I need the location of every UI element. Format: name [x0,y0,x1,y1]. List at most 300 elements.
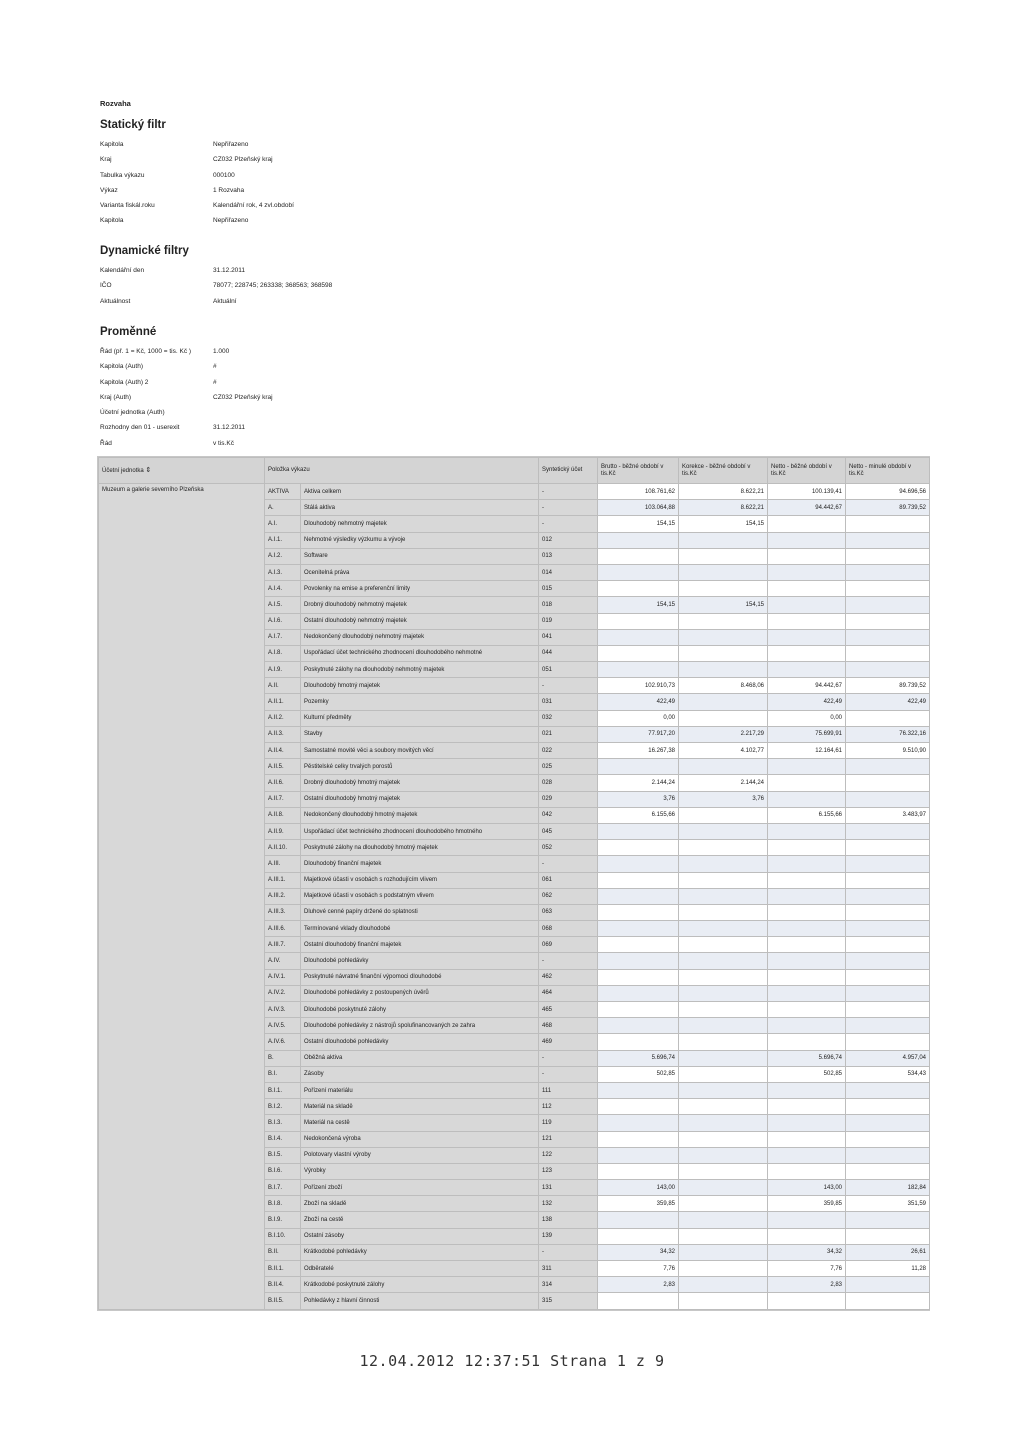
netto-previous-value [846,969,930,985]
filter-value: 1.000 [213,348,230,355]
synthetic-account: - [539,1066,598,1082]
filter-row [100,168,500,183]
filter-row [100,137,500,152]
netto-value [768,775,846,791]
item-label: Krátkodobé poskytnuté zálohy [301,1277,539,1293]
brutto-value [598,548,679,564]
filter-key: Tabulka výkazu [100,171,145,179]
item-label: Dlouhodobé poskytnuté zálohy [301,1002,539,1018]
synthetic-account: 042 [539,807,598,823]
synthetic-account: - [539,678,598,694]
document-title: Rozvaha [100,99,131,108]
accounting-unit-cell: Muzeum a galerie severního Plzeňska [99,484,265,1310]
synthetic-account: 029 [539,791,598,807]
netto-previous-value: 26,61 [846,1244,930,1260]
brutto-value [598,888,679,904]
static-filter-list [100,137,500,229]
brutto-value: 3,76 [598,791,679,807]
netto-previous-value: 76.322,16 [846,726,930,742]
netto-value [768,953,846,969]
synthetic-account: - [539,1244,598,1260]
korekce-value [679,629,768,645]
netto-value [768,823,846,839]
netto-value [768,629,846,645]
brutto-value: 2.144,24 [598,775,679,791]
item-code: A.II. [265,678,301,694]
brutto-value [598,823,679,839]
netto-value: 5.696,74 [768,1050,846,1066]
item-label: Pozemky [301,694,539,710]
netto-value: 143,00 [768,1180,846,1196]
korekce-value [679,1066,768,1082]
brutto-value [598,759,679,775]
synthetic-account: 021 [539,726,598,742]
synthetic-account: 012 [539,532,598,548]
netto-value [768,581,846,597]
item-code: A.IV.5. [265,1018,301,1034]
variables-list [100,344,500,451]
netto-value [768,1293,846,1309]
netto-value [768,1131,846,1147]
item-code: A.II.6. [265,775,301,791]
korekce-value [679,904,768,920]
synthetic-account: 462 [539,969,598,985]
netto-value: 94.442,67 [768,500,846,516]
item-code: A.IV.1. [265,969,301,985]
netto-value: 6.155,66 [768,807,846,823]
korekce-value [679,710,768,726]
netto-value [768,840,846,856]
korekce-value [679,872,768,888]
brutto-value [598,1099,679,1115]
brutto-value: 102.910,73 [598,678,679,694]
item-code: A.II.10. [265,840,301,856]
brutto-value: 103.064,88 [598,500,679,516]
brutto-value: 154,15 [598,597,679,613]
filter-key: Kapitola [100,141,124,148]
netto-previous-value [846,1131,930,1147]
brutto-value [598,937,679,953]
synthetic-account: 063 [539,904,598,920]
brutto-value [598,662,679,678]
item-label: Dlouhodobé pohledávky z postoupených úvěrů [301,985,539,1001]
synthetic-account: 464 [539,985,598,1001]
item-code: A.I. [265,516,301,532]
korekce-value: 154,15 [679,516,768,532]
netto-previous-value: 534,43 [846,1066,930,1082]
netto-previous-value [846,840,930,856]
table-body [99,484,930,1310]
item-code: A.II.1. [265,694,301,710]
synthetic-account: 132 [539,1196,598,1212]
netto-previous-value [846,548,930,564]
brutto-value [598,1163,679,1179]
netto-previous-value [846,662,930,678]
korekce-value [679,1050,768,1066]
netto-previous-value [846,532,930,548]
filter-row [100,390,500,405]
brutto-value [598,840,679,856]
korekce-value [679,662,768,678]
brutto-value: 154,15 [598,516,679,532]
netto-previous-value [846,1212,930,1228]
synthetic-account: 028 [539,775,598,791]
netto-value [768,1002,846,1018]
korekce-value [679,985,768,1001]
brutto-value [598,645,679,661]
item-code: B.II.5. [265,1293,301,1309]
item-code: A.IV.3. [265,1002,301,1018]
filter-row [100,152,500,167]
filter-key: Řád (př. 1 = Kč, 1000 = tis. Kč ) [100,348,192,355]
synthetic-account: 465 [539,1002,598,1018]
filter-value: Aktuální [213,297,237,305]
synthetic-account: - [539,484,598,500]
netto-previous-value [846,564,930,580]
filter-value: 78077; 228745; 263338; 368563; 368598 [213,282,333,290]
item-label: Krátkodobé pohledávky [301,1244,539,1260]
brutto-value: 143,00 [598,1180,679,1196]
item-label: Pořízení zboží [301,1180,539,1196]
brutto-value [598,1018,679,1034]
filter-key: IČO [100,282,112,290]
netto-previous-value [846,613,930,629]
korekce-value: 2.217,29 [679,726,768,742]
synthetic-account: 069 [539,937,598,953]
item-label: Dlouhodobý nehmotný majetek [301,516,539,532]
column-header-unit-label: Účetní jednotka [102,467,144,474]
item-label: Zboží na cestě [301,1212,539,1228]
item-label: Aktiva celkem [301,484,539,500]
item-code: A.I.2. [265,548,301,564]
item-code: A. [265,500,301,516]
dynamic-filter-list [100,263,500,309]
korekce-value [679,1212,768,1228]
netto-value [768,1115,846,1131]
item-label: Zásoby [301,1066,539,1082]
synthetic-account: 032 [539,710,598,726]
synthetic-account: 112 [539,1099,598,1115]
synthetic-account: 052 [539,840,598,856]
filter-row [100,405,500,420]
korekce-value [679,1163,768,1179]
brutto-value: 108.761,62 [598,484,679,500]
synthetic-account: 015 [539,581,598,597]
filter-value: Kalendářní rok, 4 zvl.období [213,202,294,210]
table-row [99,484,930,500]
synthetic-account: - [539,953,598,969]
korekce-value [679,840,768,856]
netto-previous-value [846,1277,930,1293]
korekce-value: 8.622,21 [679,484,768,500]
netto-previous-value [846,759,930,775]
filter-row [100,375,500,390]
korekce-value [679,953,768,969]
brutto-value [598,953,679,969]
column-header-netto: Netto - běžné období v tis.Kč [768,458,846,484]
item-label: Termínované vklady dlouhodobé [301,921,539,937]
item-label: Materiál na cestě [301,1115,539,1131]
filter-row [100,198,500,213]
synthetic-account: 022 [539,743,598,759]
brutto-value [598,985,679,1001]
netto-previous-value [846,710,930,726]
korekce-value [679,613,768,629]
korekce-value [679,1147,768,1163]
netto-value [768,985,846,1001]
item-label: Pěstitelské celky trvalých porostů [301,759,539,775]
item-label: Uspořádací účet technického zhodnocení dlouhodobého hmotného [301,823,539,839]
column-header-korekce: Korekce - běžné období v tis.Kč [679,458,768,484]
netto-previous-value [846,823,930,839]
item-code: B.I.5. [265,1147,301,1163]
netto-value [768,1147,846,1163]
synthetic-account: - [539,516,598,532]
item-code: B.II. [265,1244,301,1260]
item-label: Výrobky [301,1163,539,1179]
synthetic-account: - [539,1050,598,1066]
netto-value [768,969,846,985]
synthetic-account: 315 [539,1293,598,1309]
netto-value [768,856,846,872]
item-label: Drobný dlouhodobý hmotný majetek [301,775,539,791]
netto-value [768,1034,846,1050]
item-code: A.I.1. [265,532,301,548]
netto-previous-value [846,888,930,904]
item-label: Ostatní dlouhodobé pohledávky [301,1034,539,1050]
synthetic-account: 041 [539,629,598,645]
filter-row [100,436,500,451]
korekce-value [679,1228,768,1244]
netto-value [768,1212,846,1228]
synthetic-account: 311 [539,1261,598,1277]
synthetic-account: 045 [539,823,598,839]
item-label: Nedokončený dlouhodobý hmotný majetek [301,807,539,823]
brutto-value: 7,76 [598,1261,679,1277]
item-label: Pohledávky z hlavní činnosti [301,1293,539,1309]
netto-previous-value [846,1115,930,1131]
sort-icon[interactable]: ⇕ [145,466,152,474]
filter-key: Kalendářní den [100,267,145,274]
filter-value: Nepřiřazeno [213,141,249,148]
item-code: A.II.5. [265,759,301,775]
filter-key: Kraj [100,156,112,164]
netto-previous-value [846,1002,930,1018]
filter-value: Nepřiřazeno [213,217,249,225]
column-header-synthetic: Syntetický účet [539,458,598,484]
item-code: A.II.9. [265,823,301,839]
netto-value [768,791,846,807]
netto-previous-value [846,516,930,532]
item-label: Dlouhodobý finanční majetek [301,856,539,872]
brutto-value [598,532,679,548]
korekce-value [679,1277,768,1293]
item-label: Ostatní dlouhodobý hmotný majetek [301,791,539,807]
synthetic-account: 013 [539,548,598,564]
item-code: B.II.1. [265,1261,301,1277]
korekce-value: 8.622,21 [679,500,768,516]
korekce-value [679,581,768,597]
filter-value: 1 Rozvaha [213,186,245,194]
filter-value: CZ032 Plzeňský kraj [213,393,273,401]
brutto-value: 6.155,66 [598,807,679,823]
netto-previous-value [846,1034,930,1050]
netto-value [768,1163,846,1179]
brutto-value: 77.917,20 [598,726,679,742]
item-label: Majetkové účasti v osobách s podstatným vlivem [301,888,539,904]
brutto-value [598,1228,679,1244]
netto-previous-value [846,581,930,597]
item-label: Dluhové cenné papíry držené do splatnosti [301,904,539,920]
balance-sheet-table [97,456,930,1311]
korekce-value [679,1018,768,1034]
filter-value: 31.12.2011 [213,267,246,274]
item-code: B.I.8. [265,1196,301,1212]
page-footer: 12.04.2012 12:37:51 Strana 1 z 9 [359,1352,665,1370]
netto-previous-value: 11,28 [846,1261,930,1277]
item-label: Ostatní zásoby [301,1228,539,1244]
item-code: B.I. [265,1066,301,1082]
korekce-value [679,969,768,985]
item-code: B. [265,1050,301,1066]
netto-previous-value [846,629,930,645]
synthetic-account: 068 [539,921,598,937]
filter-row [100,278,500,293]
item-label: Nedokončená výroba [301,1131,539,1147]
netto-previous-value: 182,84 [846,1180,930,1196]
netto-previous-value [846,856,930,872]
netto-value [768,1099,846,1115]
synthetic-account: 044 [539,645,598,661]
synthetic-account: 468 [539,1018,598,1034]
item-code: B.I.7. [265,1180,301,1196]
netto-previous-value [846,791,930,807]
netto-value: 2,83 [768,1277,846,1293]
korekce-value [679,1115,768,1131]
synthetic-account: 019 [539,613,598,629]
brutto-value [598,904,679,920]
item-code: A.II.7. [265,791,301,807]
item-code: A.I.4. [265,581,301,597]
item-label: Pořízení materiálu [301,1082,539,1098]
synthetic-account: - [539,856,598,872]
netto-value [768,516,846,532]
netto-value [768,548,846,564]
item-label: Poskytnuté zálohy na dlouhodobý nehmotný majetek [301,662,539,678]
netto-value: 422,49 [768,694,846,710]
netto-value: 75.699,91 [768,726,846,742]
brutto-value [598,1115,679,1131]
brutto-value: 16.267,38 [598,743,679,759]
item-label: Materiál na skladě [301,1099,539,1115]
netto-value [768,937,846,953]
item-label: Dlouhodobé pohledávky z nástrojů spolufinancovaných ze zahra [301,1018,539,1034]
variables-title: Proměnné [100,326,157,338]
filter-value: CZ032 Plzeňský kraj [213,156,273,164]
netto-previous-value: 422,49 [846,694,930,710]
brutto-value [598,629,679,645]
netto-value [768,1018,846,1034]
korekce-value [679,1002,768,1018]
brutto-value [598,1082,679,1098]
netto-value [768,645,846,661]
item-label: Dlouhodobý hmotný majetek [301,678,539,694]
synthetic-account: 131 [539,1180,598,1196]
item-code: A.III.6. [265,921,301,937]
brutto-value [598,872,679,888]
item-label: Ostatní dlouhodobý nehmotný majetek [301,613,539,629]
filter-value: # [213,378,217,386]
synthetic-account: 061 [539,872,598,888]
item-code: A.I.5. [265,597,301,613]
item-label: Nedokončený dlouhodobý nehmotný majetek [301,629,539,645]
brutto-value [598,581,679,597]
column-header-unit[interactable] [99,458,265,484]
netto-value: 12.164,61 [768,743,846,759]
brutto-value: 502,85 [598,1066,679,1082]
synthetic-account: 121 [539,1131,598,1147]
netto-value: 100.139,41 [768,484,846,500]
filter-key: Varianta fiskál.roku [100,202,155,210]
item-code: A.III.7. [265,937,301,953]
netto-previous-value [846,953,930,969]
filter-key: Rozhodny den 01 - userexit [100,424,180,432]
netto-previous-value [846,1082,930,1098]
korekce-value [679,888,768,904]
item-code: B.II.4. [265,1277,301,1293]
synthetic-account: 122 [539,1147,598,1163]
item-label: Polotovary vlastní výroby [301,1147,539,1163]
korekce-value [679,1293,768,1309]
netto-previous-value [846,937,930,953]
korekce-value [679,807,768,823]
netto-previous-value [846,1228,930,1244]
netto-previous-value [846,645,930,661]
synthetic-account: 018 [539,597,598,613]
item-label: Povolenky na emise a preferenční limity [301,581,539,597]
filter-key: Kapitola [100,217,124,225]
item-code: A.I.6. [265,613,301,629]
korekce-value [679,1196,768,1212]
netto-previous-value: 351,59 [846,1196,930,1212]
korekce-value: 4.102,77 [679,743,768,759]
netto-value [768,564,846,580]
item-code: A.III.3. [265,904,301,920]
korekce-value [679,856,768,872]
netto-previous-value [846,921,930,937]
item-label: Dlouhodobé pohledávky [301,953,539,969]
brutto-value: 359,85 [598,1196,679,1212]
brutto-value [598,921,679,937]
synthetic-account: 314 [539,1277,598,1293]
item-code: B.I.10. [265,1228,301,1244]
synthetic-account: - [539,500,598,516]
netto-value [768,759,846,775]
item-label: Uspořádací účet technického zhodnocení dlouhodobého nehmotné [301,645,539,661]
item-label: Majetkové účasti v osobách s rozhodujícím vlivem [301,872,539,888]
item-code: A.III.1. [265,872,301,888]
synthetic-account: 014 [539,564,598,580]
dynamic-filter-title: Dynamické filtry [100,245,189,257]
item-label: Odběratelé [301,1261,539,1277]
brutto-value: 0,00 [598,710,679,726]
korekce-value [679,1099,768,1115]
netto-value: 502,85 [768,1066,846,1082]
netto-value: 359,85 [768,1196,846,1212]
item-code: A.II.2. [265,710,301,726]
netto-value [768,662,846,678]
korekce-value [679,564,768,580]
